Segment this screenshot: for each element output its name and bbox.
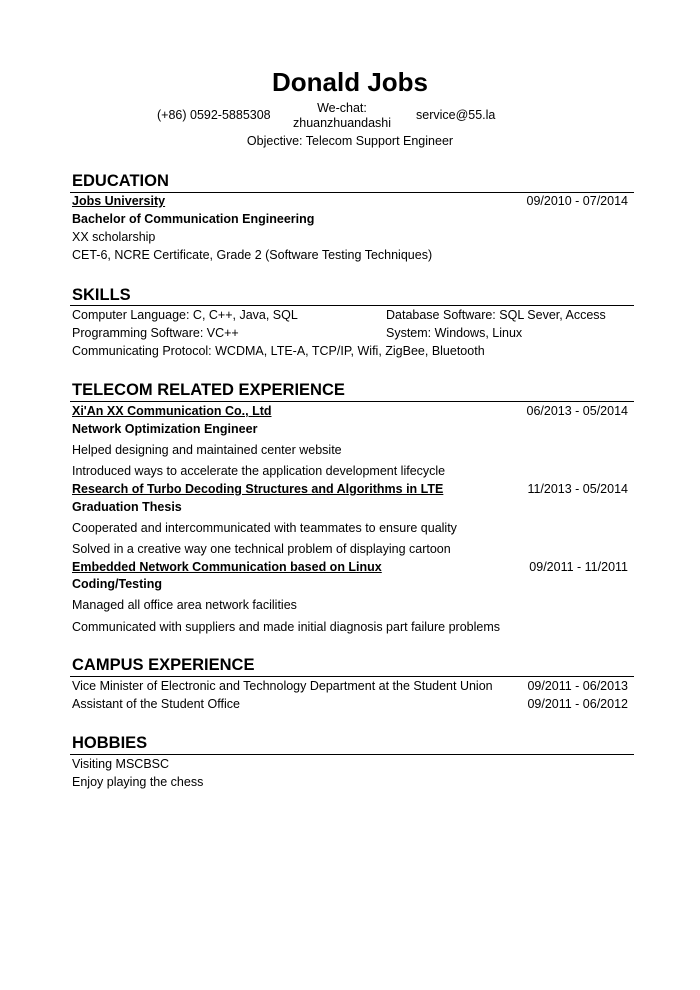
campus-dates: 09/2011 - 06/2012	[527, 697, 628, 711]
wechat-block	[292, 101, 392, 131]
degree: Bachelor of Communication Engineering	[72, 212, 315, 226]
experience-dates: 06/2013 - 05/2014	[526, 404, 628, 418]
experience-dates: 09/2011 - 11/2011	[529, 560, 628, 574]
experience-role: Network Optimization Engineer	[72, 422, 258, 436]
wechat-id: zhuanzhuandashi	[293, 116, 391, 130]
section-title-experience: TELECOM RELATED EXPERIENCE	[72, 381, 345, 399]
resume-name: Donald Jobs	[271, 67, 428, 97]
hobby-item: Visiting MSCBSC	[72, 757, 170, 771]
experience-item: Managed all office area network facilities	[72, 598, 297, 612]
campus-item: Vice Minister of Electronic and Technology Department at the Student Union	[72, 679, 493, 693]
phone-number: (+86) 0592-5885308	[157, 108, 271, 122]
hobby-item: Enjoy playing the chess	[72, 775, 204, 789]
section-title-hobbies: HOBBIES	[72, 734, 148, 752]
experience-org: Xi'An XX Communication Co., Ltd	[72, 404, 272, 418]
education-item: CET-6, NCRE Certificate, Grade 2 (Software Testing Techniques)	[72, 248, 433, 262]
section-title-skills: SKILLS	[72, 286, 131, 304]
section-divider	[70, 305, 634, 306]
section-title-education: EDUCATION	[72, 172, 169, 190]
skill-item: Programming Software: VC++	[72, 326, 239, 340]
email-address: service@55.la	[416, 108, 496, 122]
section-divider	[70, 401, 634, 402]
campus-item: Assistant of the Student Office	[72, 697, 240, 711]
experience-item: Solved in a creative way one technical problem of displaying cartoon	[72, 542, 451, 556]
experience-role: Coding/Testing	[72, 577, 163, 591]
education-dates: 09/2010 - 07/2014	[526, 194, 628, 208]
experience-item: Helped designing and maintained center website	[72, 443, 342, 457]
objective: Objective: Telecom Support Engineer	[246, 134, 454, 148]
experience-org: Research of Turbo Decoding Structures and Algorithms in LTE	[72, 482, 444, 496]
section-divider	[70, 192, 634, 193]
experience-item: Communicated with suppliers and made initial diagnosis part failure problems	[72, 620, 500, 634]
experience-dates: 11/2013 - 05/2014	[527, 482, 628, 496]
section-divider	[70, 676, 634, 677]
skill-item: Communicating Protocol: WCDMA, LTE-A, TCP/IP, Wifi, ZigBee, Bluetooth	[72, 344, 485, 358]
wechat-label: We-chat:	[317, 101, 367, 115]
school-name: Jobs University	[72, 194, 166, 208]
experience-item: Cooperated and intercommunicated with teammates to ensure quality	[72, 521, 457, 535]
experience-org: Embedded Network Communication based on Linux	[72, 560, 382, 574]
skill-item: Database Software: SQL Sever, Access	[386, 308, 606, 322]
experience-role: Graduation Thesis	[72, 500, 182, 514]
skill-item: Computer Language: C, C++, Java, SQL	[72, 308, 298, 322]
education-item: XX scholarship	[72, 230, 156, 244]
campus-dates: 09/2011 - 06/2013	[527, 679, 628, 693]
skill-item: System: Windows, Linux	[386, 326, 523, 340]
section-divider	[70, 754, 634, 755]
section-title-campus: CAMPUS EXPERIENCE	[72, 656, 255, 674]
experience-item: Introduced ways to accelerate the application development lifecycle	[72, 464, 446, 478]
